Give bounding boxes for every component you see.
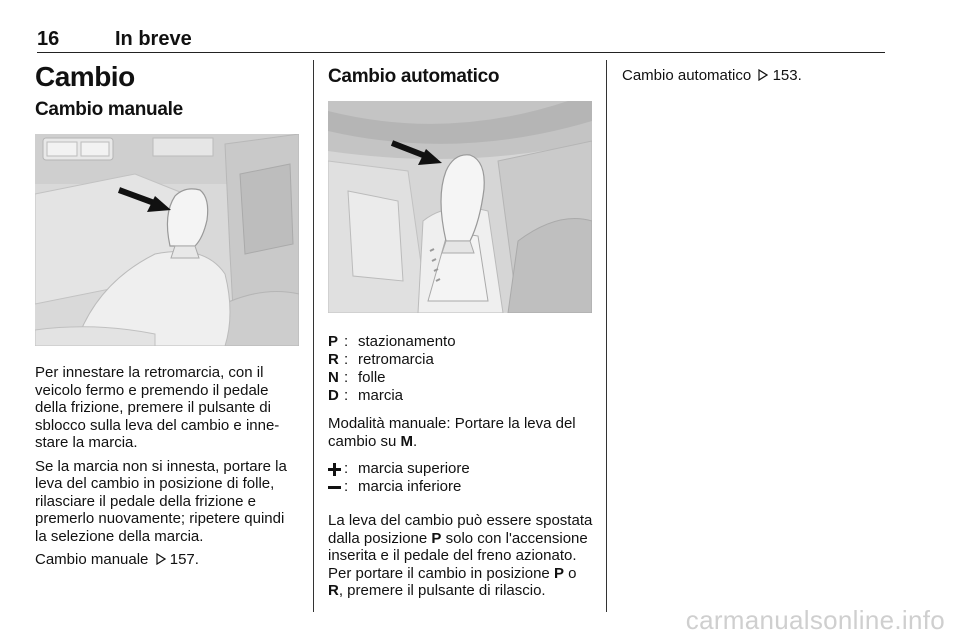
legend-row-drive: D : marcia: [328, 387, 404, 404]
legend-key: R: [328, 351, 339, 368]
manual-mode-legend: [328, 460, 594, 496]
legend-label: marcia: [358, 387, 404, 404]
plus-icon: [328, 460, 344, 478]
watermark: carmanualsonline.info: [685, 605, 945, 635]
page-reference-arrow-icon: [758, 69, 768, 81]
column-automatic: [328, 62, 594, 600]
page-reference-arrow-icon: [156, 553, 166, 565]
legend-label: marcia superiore: [358, 460, 470, 477]
automatic-gearshift-illustration: [328, 101, 592, 313]
legend-row-downshift: : marcia inferiore: [328, 478, 594, 496]
paragraph-manual-mode: Modalità manuale: Portare la leva del cambio su M.: [328, 415, 576, 450]
legend-label: marcia inferiore: [358, 478, 462, 495]
reference-text: Cambio automatico: [622, 67, 752, 84]
page-header: [37, 28, 885, 53]
minus-icon: [328, 478, 344, 496]
cross-reference-manual: [35, 551, 300, 569]
mode-key: M: [400, 432, 414, 450]
paragraph-lever-release: La leva del cambio può essere spostata dalla posizione P solo con l'accensione inserita e il pedale del freno azionato. Per portare il cambio in posizione P o R, premere il pulsante di rilascio.: [328, 512, 593, 599]
paragraph-gear-not-engaging: Se la marcia non si innesta, portare la leva del cambio in posizione di folle, rilasciare il pedale della frizione e premerlo nuovamente; ripetere quindi la selezione della marcia.: [35, 457, 287, 545]
legend-row-neutral: N : folle: [328, 369, 386, 386]
legend-row-upshift: : marcia superiore: [328, 460, 594, 478]
legend-key: D: [328, 387, 339, 404]
legend-row-reverse: R : retromarcia: [328, 351, 434, 368]
column-manual: [35, 62, 300, 569]
page-number: 16: [37, 28, 60, 50]
column-reference: [622, 62, 887, 85]
manual-gearshift-illustration: [35, 134, 299, 346]
reference-page: 153.: [772, 67, 802, 84]
subtitle-manual: Cambio manuale: [35, 99, 183, 120]
section-title: Cambio: [35, 61, 135, 92]
legend-key: N: [328, 369, 339, 386]
reference-page: 157.: [169, 551, 199, 568]
subtitle-automatic: Cambio automatico: [328, 66, 500, 87]
chapter-title: In breve: [115, 28, 192, 50]
reference-text: Cambio manuale: [35, 551, 149, 568]
legend-label: folle: [358, 369, 386, 386]
legend-key: P: [328, 333, 339, 350]
position-legend: [328, 333, 594, 405]
column-divider: [606, 60, 607, 612]
legend-row-park: P : stazionamento: [328, 333, 456, 350]
cross-reference-automatic: [622, 67, 887, 85]
column-divider: [313, 60, 314, 612]
paragraph-reverse-gear: Per innestare la retromarcia, con il veicolo fermo e premendo il pedale della frizione, premere il pulsante di sblocco sulla leva del cambio e inne-stare la marcia.: [35, 364, 280, 451]
legend-label: retromarcia: [358, 351, 434, 368]
legend-label: stazionamento: [358, 333, 456, 350]
